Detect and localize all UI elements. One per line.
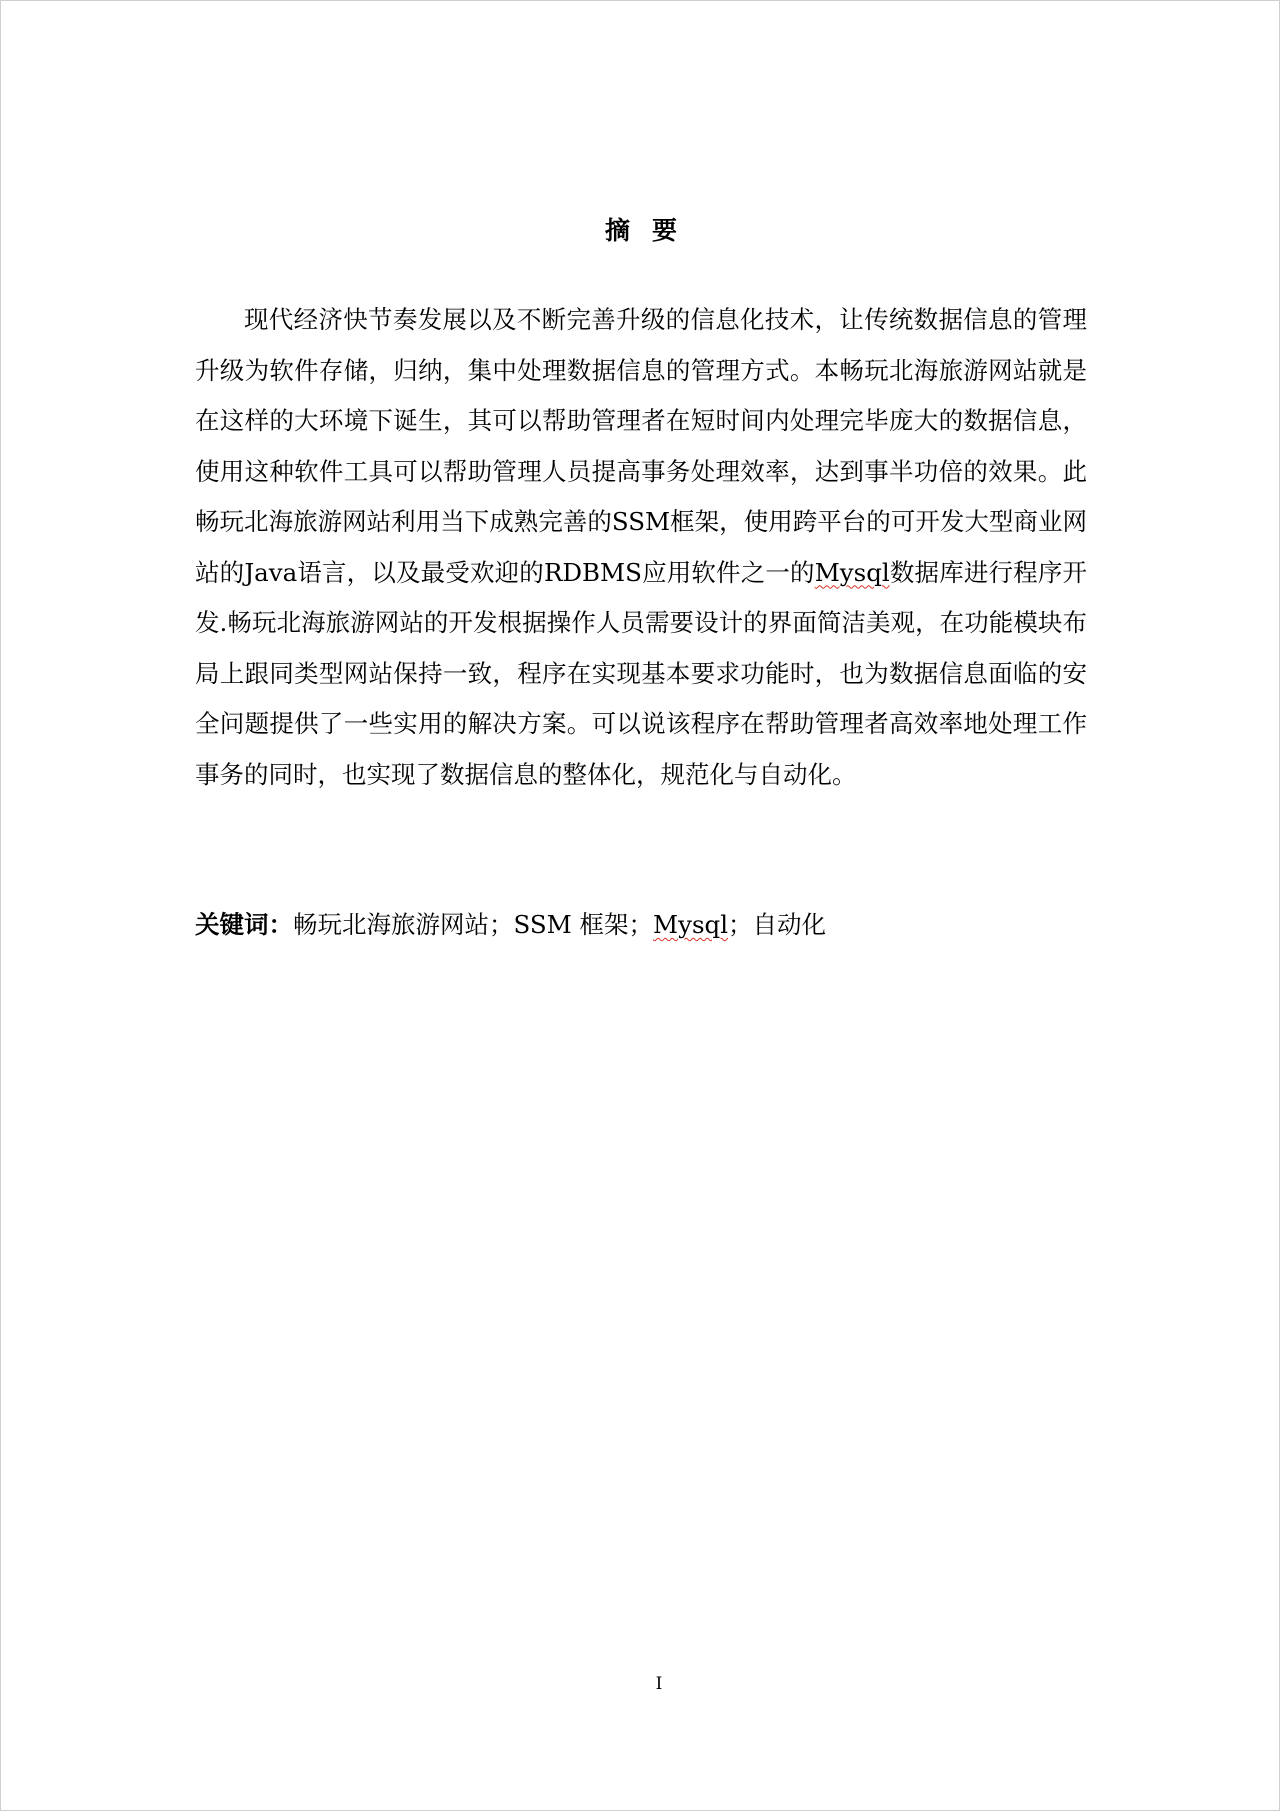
keyword-separator: ； [489, 910, 514, 939]
keywords-label: 关键词： [195, 910, 293, 939]
keyword-separator: ； [628, 910, 654, 939]
abstract-text-part2: 数据库进行程序开发.畅玩北海旅游网站的开发根据操作人员需要设计的界面简洁美观，在功能模块布局上跟同类型网站保持一致，程序在实现基本要求功能时，也为数据信息面临的安全问题提供了一些实用的解决方案。可以说该程序在帮助管理者高效率地处理工作事务的同时，也实现了数据信息的整体化，规范化与自动化。 [195, 557, 1087, 789]
page-number: I [655, 1674, 663, 1694]
abstract-text-part1: 现代经济快节奏发展以及不断完善升级的信息化技术，让传统数据信息的管理升级为软件存储，归纳，集中处理数据信息的管理方式。本畅玩北海旅游网站就是在这样的大环境下诞生，其可以帮助管理者在短时间内处理完毕庞大的数据信息，使用这种软件工具可以帮助管理人员提高事务处理效率，达到事半功倍的效果。此畅玩北海旅游网站利用当下成熟完善的SSM框架，使用跨平台的可开发大型商业网站的Java语言，以及最受欢迎的RDBMS应用软件之一的 [195, 305, 1087, 587]
keyword-item: SSM 框架 [513, 910, 629, 939]
abstract-title: 摘要 [604, 216, 699, 245]
keyword-item: Mysql [653, 910, 729, 939]
keyword-item: 自动化 [752, 910, 827, 939]
keywords-line [195, 905, 1087, 945]
abstract-mysql-term: Mysql [814, 557, 890, 587]
abstract-paragraph [195, 295, 1087, 800]
keyword-item: 畅玩北海旅游网站 [293, 910, 489, 939]
keyword-separator: ； [728, 910, 753, 939]
